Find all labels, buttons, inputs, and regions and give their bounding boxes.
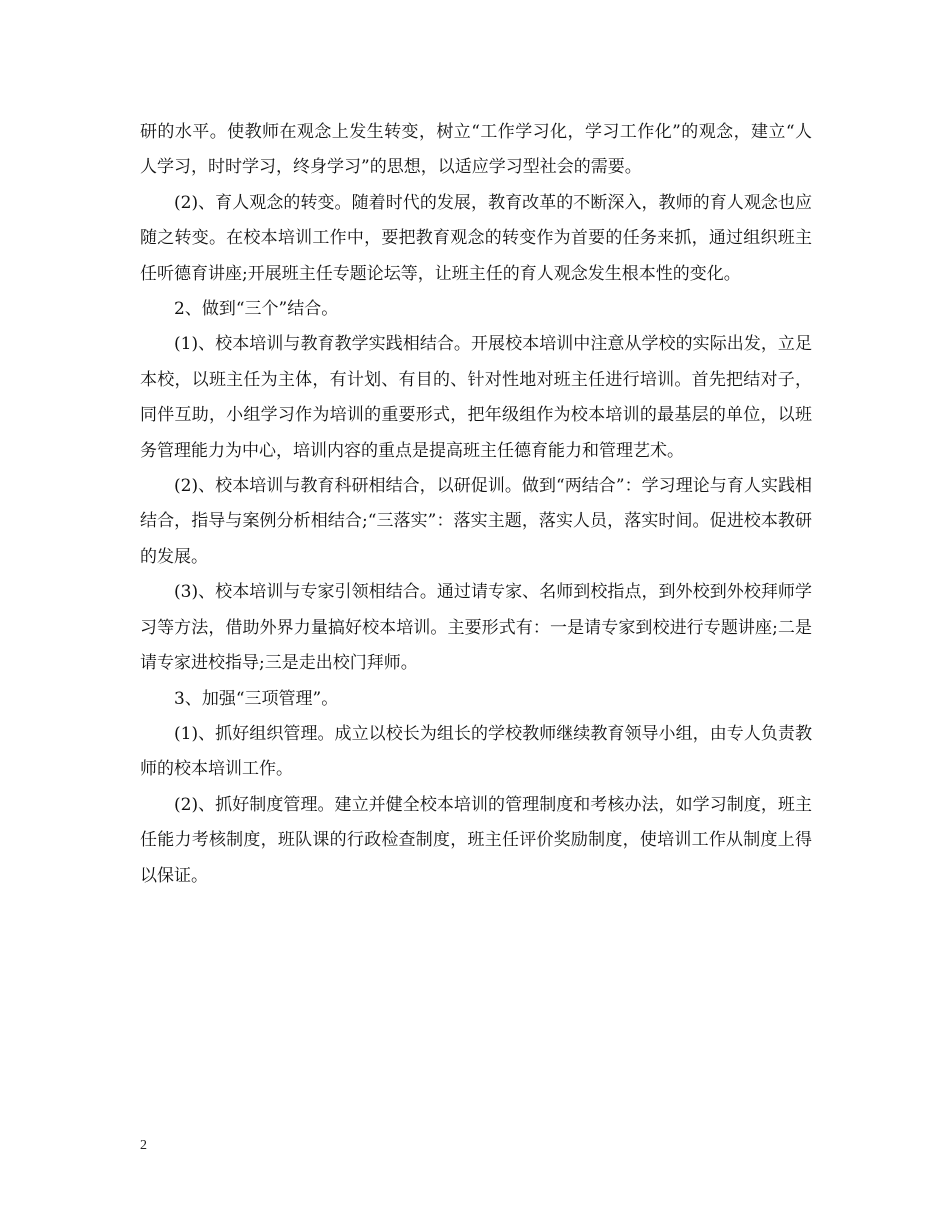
paragraph-system-management: (2)、抓好制度管理。建立并健全校本培训的管理制度和考核办法，如学习制度，班主任能力考核制度，班队课的行政检查制度，班主任评价奖励制度，使培训工作从制度上得以保证。 [140, 794, 812, 886]
paragraph-combination-practice: (1)、校本培训与教育教学实践相结合。开展校本培训中注意从学校的实际出发，立足本校，以班主任为主体，有计划、有目的、针对性地对班主任进行培训。首先把结对子，同伴互助，小组学习作为培训的重要形式，把年级组作为校本培训的最基层的单位，以班务管理能力为中心，培训内容的重点是提高班主任德育能力和管理艺术。 [140, 334, 812, 461]
heading-three-managements: 3、加强“三项管理”。 [174, 688, 339, 709]
paragraph-combination-experts: (3)、校本培训与专家引领相结合。通过请专家、名师到校指点，到外校到外校拜师学习等方法，借助外界力量搞好校本培训。主要形式有：一是请专家到校进行专题讲座;二是请专家进校指导;三是走出校门拜师。 [140, 582, 812, 674]
paragraph-educating-concept: (2)、育人观念的转变。随着时代的发展，教育改革的不断深入，教师的育人观念也应随之转变。在校本培训工作中，要把教育观念的转变作为首要的任务来抓，通过组织班主任听德育讲座;开展班主任专题论坛等，让班主任的育人观念发生根本性的变化。 [140, 192, 812, 284]
page-number: 2 [140, 1138, 147, 1153]
paragraph-continuation: 研的水平。使教师在观念上发生转变，树立“工作学习化，学习工作化”的观念，建立“人人学习，时时学习，终身学习”的思想，以适应学习型社会的需要。 [140, 122, 812, 178]
heading-three-combinations: 2、做到“三个”结合。 [174, 299, 339, 320]
document-body [140, 115, 812, 894]
paragraph-combination-research: (2)、校本培训与教育科研相结合，以研促训。做到“两结合”：学习理论与育人实践相结合，指导与案例分析相结合;“三落实”：落实主题，落实人员，落实时间。促进校本教研的发展。 [140, 476, 812, 567]
paragraph-organization-management: (1)、抓好组织管理。成立以校长为组长的学校教师继续教育领导小组，由专人负责教师的校本培训工作。 [140, 723, 812, 780]
